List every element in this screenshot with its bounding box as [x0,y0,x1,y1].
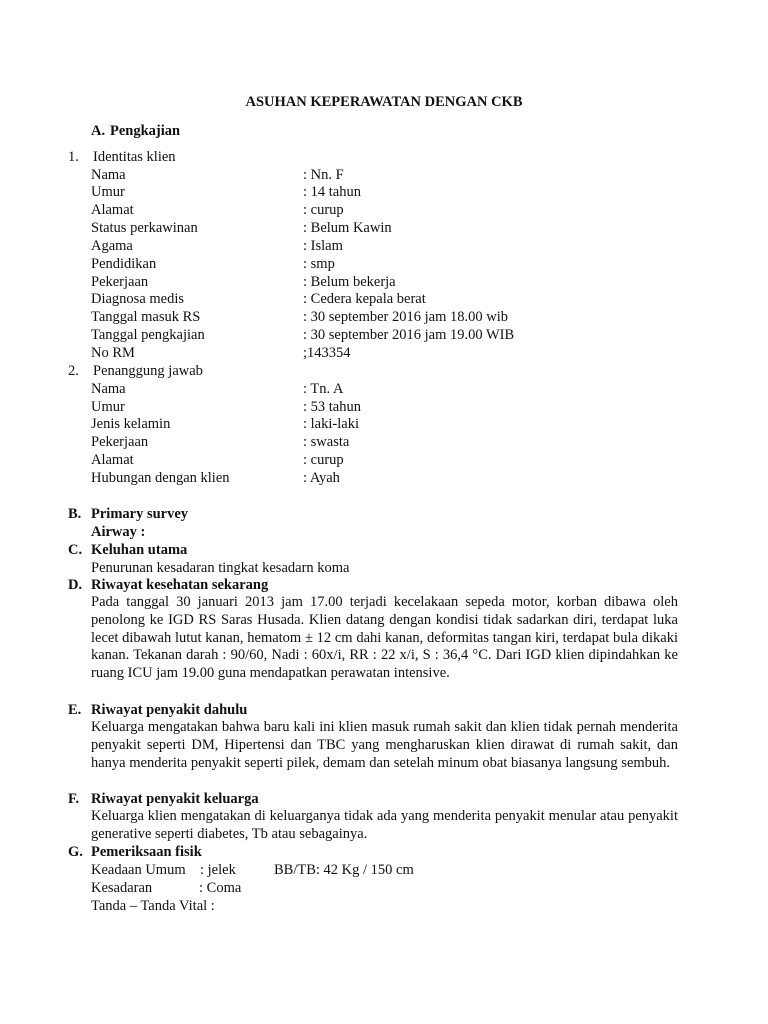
penanggung-value: : 53 tahun [303,399,361,415]
section-b-letter: B. [68,506,82,522]
identitas-value: : Belum Kawin [303,220,392,236]
penanggung-label: Pekerjaan [91,434,149,450]
section-e-letter: E. [68,702,82,718]
identitas-number: 1. [68,149,79,165]
section-c-heading: Keluhan utama [91,542,188,558]
kesadaran-label: Kesadaran [91,880,153,896]
identitas-value: : Islam [303,238,343,254]
section-f-letter: F. [68,791,80,807]
section-f-paragraph [91,808,678,844]
identitas-label: Status perkawinan [91,220,198,236]
identitas-label: Pendidikan [91,256,157,272]
section-d-heading: Riwayat kesehatan sekarang [91,577,269,593]
penanggung-heading: Penanggung jawab [93,363,203,379]
keadaan-umum-label: Keadaan Umum [91,862,186,878]
penanggung-number: 2. [68,363,79,379]
section-b-heading: Primary survey [91,506,189,522]
penanggung-value: : curup [303,452,344,468]
identitas-label: Agama [91,238,133,254]
section-d-paragraph [91,594,678,683]
identitas-label: No RM [91,345,135,361]
section-a-letter: A. [91,123,106,139]
section-c-letter: C. [68,542,83,558]
identitas-value: : 30 september 2016 jam 18.00 wib [303,309,508,325]
penanggung-label: Nama [91,381,126,397]
section-d-text: Pada tanggal 30 januari 2013 jam 17.00 terjadi kecelakaan sepeda motor, korban dibawa oleh penolong ke IGD RS Saras Husada. Klien datang dengan kondisi tidak sadarkan diri, terdapat luka lecet dibawah lutut kanan, hematom ± 12 cm dahi kanan, deformitas tangan kiri, terdapat bula dikaki kanan. Tekanan darah : 90/60, Nadi : 60x/i, RR : 22 x/i, S : 36,4 °C. Dari IGD klien dipindahkan ke ruang ICU jam 19.00 guna mendapatkan perawatan intensive. [91,594,678,682]
penanggung-label: Hubungan dengan klien [91,470,230,486]
section-g-letter: G. [68,844,83,860]
identitas-value: : smp [303,256,335,272]
identitas-label: Diagnosa medis [91,291,185,307]
identitas-label: Nama [91,167,126,183]
identitas-value: ;143354 [303,345,351,361]
keadaan-umum-value: : jelek [200,862,236,878]
penanggung-value: : swasta [303,434,350,450]
section-g-heading: Pemeriksaan fisik [91,844,202,860]
identitas-value: : 30 september 2016 jam 19.00 WIB [303,327,515,343]
identitas-label: Pekerjaan [91,274,149,290]
identitas-label: Umur [91,184,125,200]
tanda-vital-label: Tanda – Tanda Vital : [91,898,215,914]
section-c-text: Penurunan kesadaran tingkat kesadarn koma [91,560,350,576]
section-e-paragraph [91,719,678,772]
section-b-airway: Airway : [91,524,146,540]
identitas-value: : curup [303,202,344,218]
identitas-value: : Cedera kepala berat [303,291,426,307]
section-a-heading: Pengkajian [110,123,181,139]
identitas-label: Tanggal masuk RS [91,309,201,325]
identitas-value: : Belum bekerja [303,274,396,290]
section-f-text: Keluarga klien mengatakan di keluarganya tidak ada yang menderita penyakit menular atau penyakit generative seperti diabetes, Tb atau sebagainya. [91,808,678,842]
section-e-heading: Riwayat penyakit dahulu [91,702,248,718]
kesadaran-value: : Coma [199,880,242,896]
penanggung-label: Alamat [91,452,134,468]
identitas-heading: Identitas klien [93,149,176,165]
penanggung-value: : Ayah [303,470,340,486]
penanggung-value: : laki-laki [303,416,359,432]
identitas-label: Tanggal pengkajian [91,327,205,343]
document-title: ASUHAN KEPERAWATAN DENGAN CKB [245,94,523,110]
bb-tb-value: BB/TB: 42 Kg / 150 cm [274,862,414,878]
identitas-value: : 14 tahun [303,184,361,200]
section-e-text: Keluarga mengatakan bahwa baru kali ini klien masuk rumah sakit dan klien tidak pernah menderita penyakit seperti DM, Hipertensi dan TBC yang mengharuskan klien dirawat di rumah sakit, dan hanya menderita penyakit seperti pilek, demam dan setelah minum obat biasanya langsung sembuh. [91,719,678,771]
penanggung-value: : Tn. A [303,381,344,397]
penanggung-label: Jenis kelamin [91,416,171,432]
identitas-value: : Nn. F [303,167,344,183]
section-f-heading: Riwayat penyakit keluarga [91,791,259,807]
identitas-label: Alamat [91,202,134,218]
penanggung-label: Umur [91,399,125,415]
section-d-letter: D. [68,577,83,593]
